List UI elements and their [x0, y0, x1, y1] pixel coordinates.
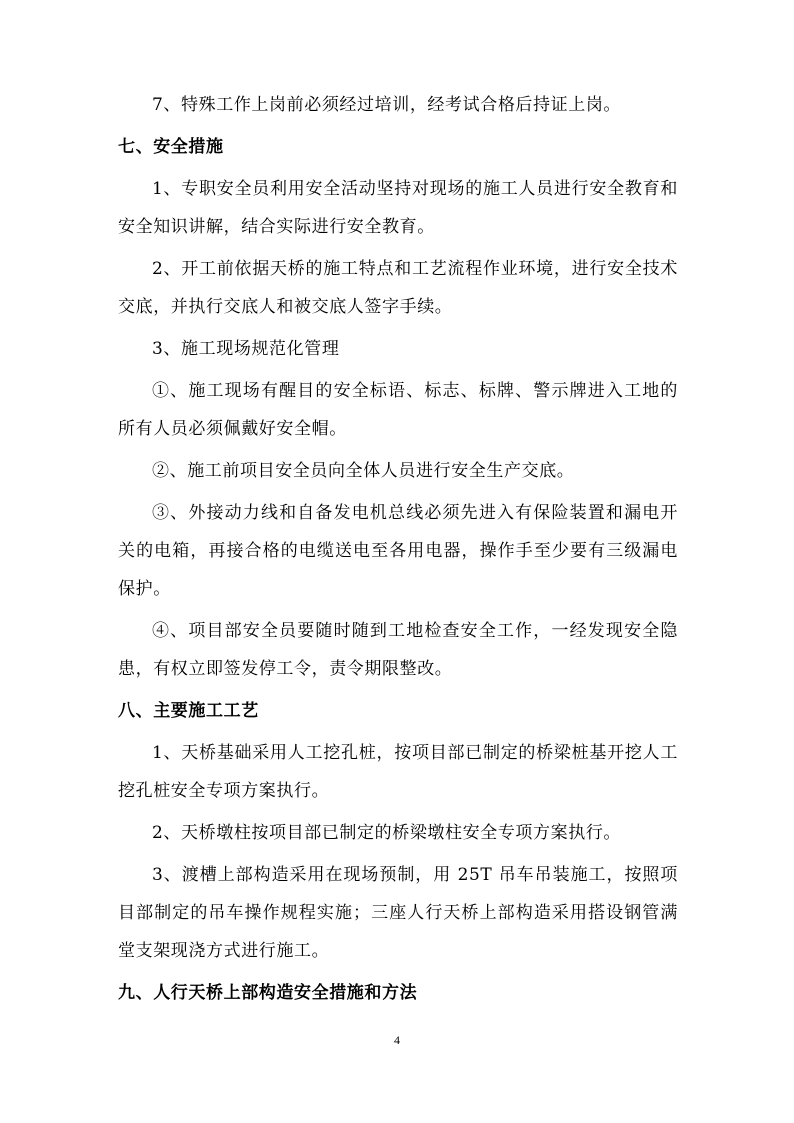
section-heading-main-process: 八、主要施工工艺: [118, 701, 259, 721]
section-heading-superstructure-safety: 九、人行天桥上部构造安全措施和方法: [118, 983, 418, 1003]
process-item-2: 2、天桥墩柱按项目部已制定的桥梁墩柱安全专项方案执行。: [152, 823, 622, 843]
safety-subitem-2: ②、施工前项目安全员向全体人员进行安全生产交底。: [152, 461, 575, 481]
safety-subitem-1: ①、施工现场有醒目的安全标语、标志、标牌、警示牌进入工地的所有人员必须佩戴好安全帽。: [118, 381, 678, 439]
section-heading-safety-measures: 七、安全措施: [118, 137, 224, 157]
process-item-1: 1、天桥基础采用人工挖孔桩，按项目部已制定的桥梁桩基开挖人工挖孔桩安全专项方案执行。: [118, 743, 678, 801]
safety-subitem-3: ③、外接动力线和自备发电机总线必须先进入有保险装置和漏电开关的电箱，再接合格的电缆送电至各用电器，操作手至少要有三级漏电保护。: [118, 503, 678, 599]
safety-item-3: 3、施工现场规范化管理: [152, 339, 340, 359]
list-item-training: 7、特殊工作上岗前必须经过培训，经考试合格后持证上岗。: [152, 95, 622, 115]
process-item-3: 3、渡槽上部构造采用在现场预制，用 25T 吊车吊装施工，按照项目部制定的吊车操作规程实施；三座人行天桥上部构造采用搭设钢管满堂支架现浇方式进行施工。: [118, 865, 678, 961]
page-number: 4: [394, 1033, 400, 1047]
document-body: [118, 86, 678, 1016]
safety-subitem-4: ④、项目部安全员要随时随到工地检查安全工作，一经发现安全隐患，有权立即签发停工令，责令期限整改。: [118, 621, 678, 679]
safety-item-2: 2、开工前依据天桥的施工特点和工艺流程作业环境，进行安全技术交底，并执行交底人和被交底人签字手续。: [118, 259, 678, 317]
safety-item-1: 1、专职安全员利用安全活动坚持对现场的施工人员进行安全教育和安全知识讲解，结合实际进行安全教育。: [118, 179, 678, 237]
